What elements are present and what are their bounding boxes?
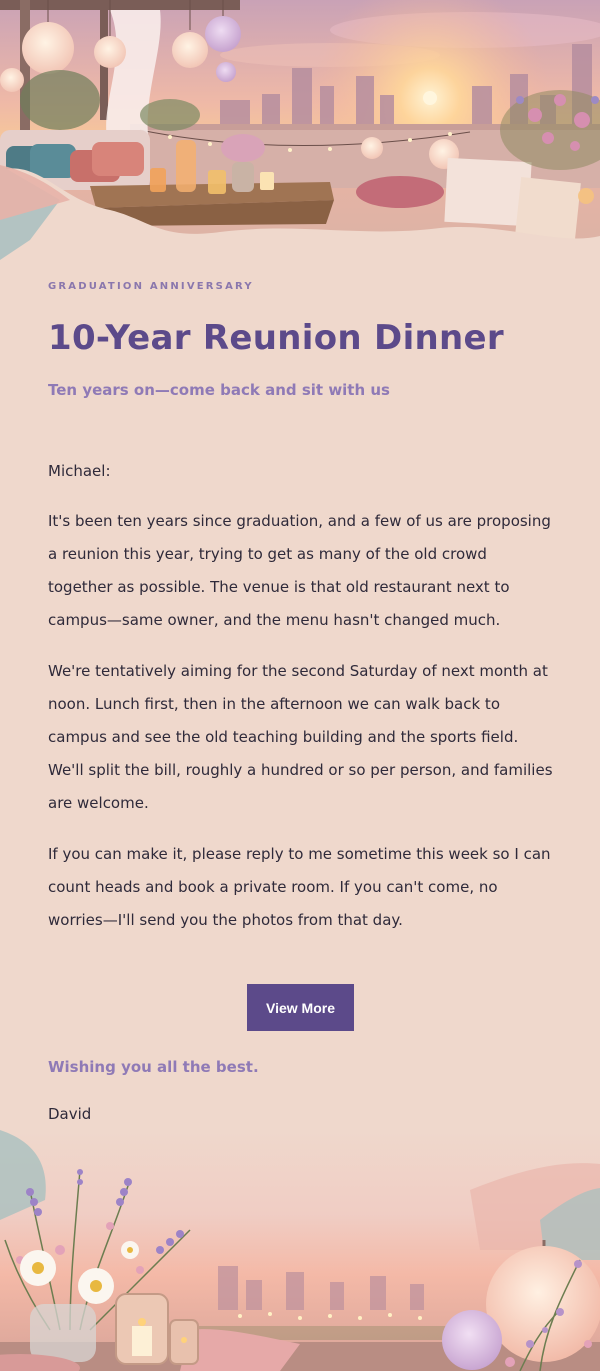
- signature: David: [48, 1105, 92, 1123]
- letter-paragraph-1: It's been ten years since graduation, and a few of us are proposing a reunion this year, trying to get as many of the old crowd together as possible. The venue is that old restaurant next to campus—same owner, and the menu hasn't changed much.: [48, 512, 551, 629]
- subtitle: Ten years on—come back and sit with us: [48, 381, 390, 399]
- header-illustration: [0, 0, 600, 270]
- closing-line: Wishing you all the best.: [48, 1058, 259, 1076]
- greeting: Michael:: [48, 462, 111, 480]
- letter-paragraph-3: If you can make it, please reply to me sometime this week so I can count heads and book a private room. If you can't come, no worries—I'll send you the photos from that day.: [48, 845, 551, 929]
- footer-illustration: [0, 1130, 600, 1371]
- letter-paragraph-2: We're tentatively aiming for the second Saturday of next month at noon. Lunch first, then in the afternoon we can walk back to campus and see the old teaching building and the sports field. We'll split the bill, roughly a hundred or so per person, and families are welcome.: [48, 662, 553, 812]
- eyebrow-label: GRADUATION ANNIVERSARY: [48, 281, 254, 292]
- rooftop-sunset-illustration: [0, 0, 600, 270]
- view-more-button[interactable]: View More: [247, 984, 354, 1031]
- flowers-lanterns-illustration: [0, 1130, 600, 1371]
- page-title: 10-Year Reunion Dinner: [48, 318, 504, 358]
